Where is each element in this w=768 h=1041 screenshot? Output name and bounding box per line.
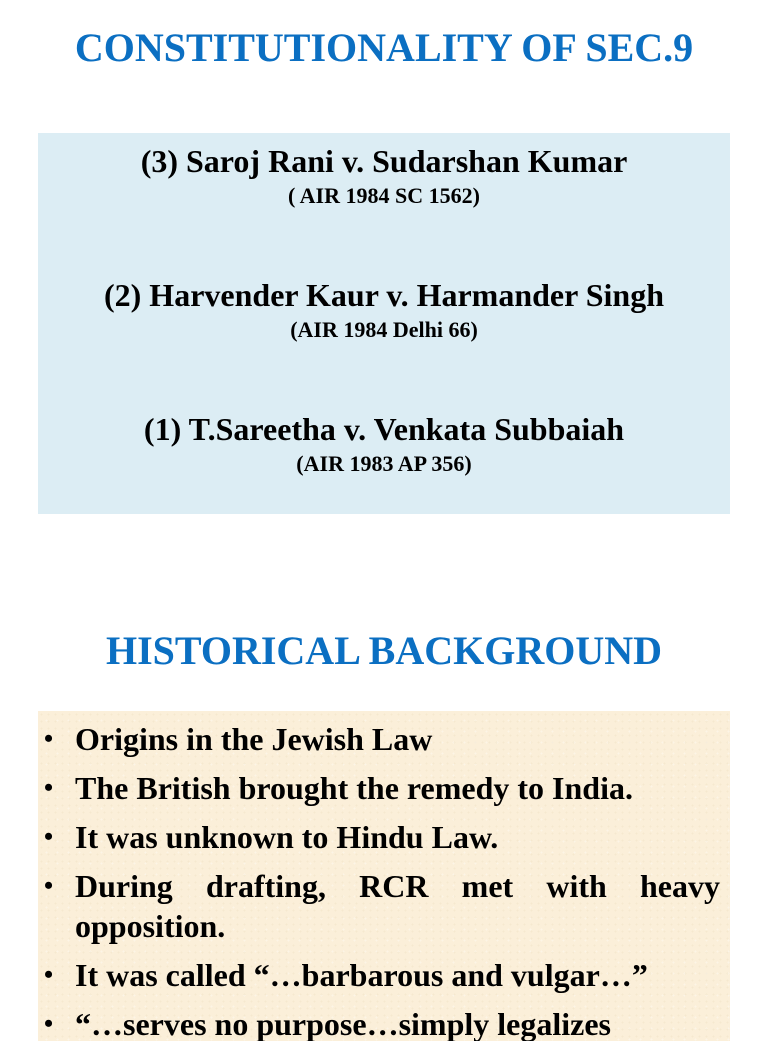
case-name: (3) Saroj Rani v. Sudarshan Kumar <box>140 143 628 179</box>
bullet-text: Origins in the Jewish Law <box>75 721 433 757</box>
bullet-text: “…serves no purpose…simply legalizes <box>75 1006 611 1041</box>
bullet-text: It was unknown to Hindu Law. <box>75 819 499 855</box>
history-box <box>38 711 730 1041</box>
bullet-icon: • <box>44 773 54 802</box>
case-citation: (AIR 1983 AP 356) <box>296 451 472 476</box>
case-item <box>38 143 730 209</box>
bullet-text: The British brought the remedy to India. <box>75 770 633 806</box>
cases-box <box>38 133 730 514</box>
bullet-icon: • <box>44 1009 54 1038</box>
list-item <box>38 817 720 857</box>
bullet-text: During drafting, RCR met with heavy opposition. <box>75 868 720 944</box>
bullet-icon: • <box>44 871 54 900</box>
list-item <box>38 955 720 995</box>
section-title: HISTORICAL BACKGROUND <box>105 628 663 673</box>
case-item <box>38 277 730 343</box>
case-citation: ( AIR 1984 SC 1562) <box>288 183 480 208</box>
case-name: (2) Harvender Kaur v. Harmander Singh <box>103 277 665 313</box>
bullet-icon: • <box>44 960 54 989</box>
list-item <box>38 1004 720 1041</box>
list-item <box>38 768 720 808</box>
case-citation: (AIR 1984 Delhi 66) <box>290 317 478 342</box>
bullet-list <box>38 711 730 1041</box>
list-item <box>38 719 720 759</box>
bullet-icon: • <box>44 822 54 851</box>
bullet-text: It was called “…barbarous and vulgar…” <box>75 957 648 993</box>
page-title: CONSTITUTIONALITY OF SEC.9 <box>74 25 694 70</box>
bullet-icon: • <box>44 724 54 753</box>
case-name: (1) T.Sareetha v. Venkata Subbaiah <box>143 411 625 447</box>
case-item <box>38 411 730 477</box>
list-item <box>38 866 720 946</box>
